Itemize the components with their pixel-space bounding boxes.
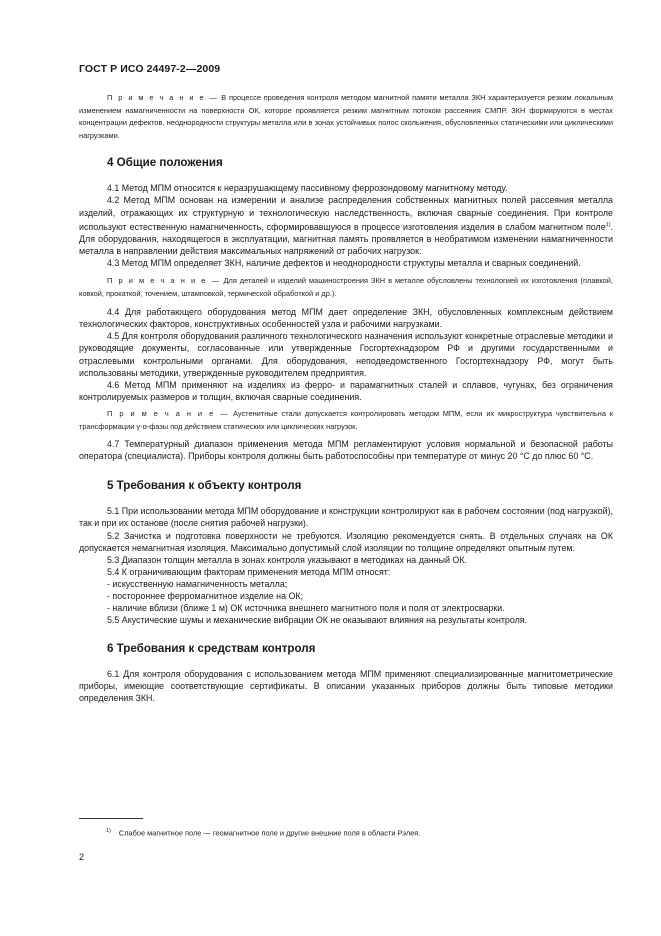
list-item: - искусственную намагниченность металла; <box>107 578 288 589</box>
page-number: 2 <box>79 852 85 862</box>
list-item: - постороннее ферромагнитное изделие на ОК; <box>107 590 304 601</box>
paragraph-5-4: 5.4 К ограничивающим факторам применения метода МПМ относят: <box>107 566 391 577</box>
paragraph-4-1: 4.1 Метод МПМ относится к неразрушающему пассивному феррозондовому магнитному методу. <box>107 183 508 194</box>
paragraph-4-6: 4.6 Метод МПМ применяют на изделиях из ферро- и парамагнитных сталей и сплавов, чугунах, без ограничения контролируемых размеров и толщин, включая сварные соединения. <box>79 379 613 402</box>
note-label: П р и м е ч а н и е — <box>107 93 219 102</box>
section-6-heading: 6 Требования к средствам контроля <box>107 642 316 656</box>
footnote-text: Слабое магнитное поле — геомагнитное поле и другие внешние поля в области Рэлея. <box>118 828 421 838</box>
paragraph-4-2-part-a: 4.2 Метод МПМ основан на измерении и анализе распределения собственных магнитных полей рассеяния металла изделий, отражающих их структурную и технологическую наследственность, включая сварные соединения. При контроле используют естественную намагниченность, сформировавшуюся в процессе изготовления изделия в слабом магнитном поле <box>79 195 613 232</box>
note-text: Аустенитные стали допускается контролировать методом МПМ, если их микроструктура чувствительна к трансформации γ-α-фазы под действием статических или циклических нагрузок. <box>79 408 613 431</box>
note-4-6 <box>79 408 613 433</box>
page-content <box>79 92 613 705</box>
paragraph-4-5: 4.5 Для контроля оборудования различного технологического назначения используют конкретные отраслевые методики и руководящие документы, согласованные или утвержденные Госгортехнадзором РФ и другими государственными и отраслевыми контрольными органами. Для оборудования, неподведомственного Госгортехнадзору РФ, могут быть использованы методики, утвержденные руководителем предприятия. <box>79 331 613 378</box>
footnote-mark: 1) <box>106 828 111 834</box>
note-text: В процессе проведения контроля методом магнитной памяти металла ЗКН характеризуется резким локальным изменением намагниченности на поверхности ОК, которое проявляется резким магнитным потоком рассеяния СМПР. ЗКН формируются в местах концентрации дефектов, неоднородности структуры металла или в зонах устойчивых полос скольжения, обусловленных статическими или циклическими нагрузками. <box>79 93 613 140</box>
paragraph-5-2: 5.2 Зачистка и подготовка поверхности не требуются. Изоляцию рекомендуется снять. В отдельных случаях на ОК допускается немагнитная изоляция. Максимально допустимый слой изоляции по толщине определяют опытным путем. <box>79 530 613 553</box>
paragraph-4-3: 4.3 Метод МПМ определяет ЗКН, наличие дефектов и неоднородности структуры металла и сварных соединений. <box>107 257 581 268</box>
paragraph-5-5: 5.5 Акустические шумы и механические вибрации ОК не оказывают влияния на результаты контроля. <box>107 615 528 626</box>
note-4-3 <box>79 275 613 300</box>
footnote-divider <box>79 818 143 819</box>
note-label: П р и м е ч а н и е — <box>107 408 230 418</box>
paragraph-5-3: 5.3 Диапазон толщин металла в зонах контроля указывают в методиках на данный ОК. <box>107 554 467 565</box>
section-5-heading: 5 Требования к объекту контроля <box>107 479 302 493</box>
paragraph-4-2 <box>79 194 613 256</box>
paragraph-4-2-part-b: . Для оборудования, находящегося в эксплуатации, магнитная память проявляется в необратимом изменении намагниченности металла в направлении действия максимальных напряжений от рабочих нагрузок. <box>79 221 613 256</box>
paragraph-5-1: 5.1 При использовании метода МПМ оборудование и конструкции контролируют как в рабочем состоянии (под нагрузкой), так и при их останове (после снятия рабочей нагрузки). <box>79 506 613 529</box>
footnote <box>106 828 420 837</box>
note-text: Для деталей и изделий машиностроения ЗКН в металле обусловлены технологией их изготовления (плавкой, ковкой, прокаткой, точением, штамповкой, термической обработкой и др.). <box>79 276 613 298</box>
footnote-reference[interactable]: 1) <box>605 221 611 228</box>
paragraph-4-7: 4.7 Температурный диапазон применения метода МПМ регламентируют условия нормальной и безопасной работы оператора (специалиста). Приборы контроля должны быть работоспособны при температуре от минус 20 °С до плюс 60 °С. <box>79 439 613 462</box>
list-item: - наличие вблизи (ближе 1 м) ОК источника внешнего магнитного поля и поля от электросварки. <box>107 603 505 614</box>
intro-note <box>79 92 613 142</box>
section-4-heading: 4 Общие положения <box>107 156 223 170</box>
document-header: ГОСТ Р ИСО 24497-2—2009 <box>79 63 221 75</box>
paragraph-4-4: 4.4 Для работающего оборудования метод МПМ дает определение ЗКН, обусловленных комплексным действием технологических факторов, конструктивных особенностей узла и рабочими нагрузками. <box>79 307 613 330</box>
note-label: П р и м е ч а н и е — <box>107 276 221 285</box>
paragraph-6-1: 6.1 Для контроля оборудования с использованием метода МПМ применяют специализированные магнитометрические приборы, имеющие соответствующие сертификаты. В описании указанных приборов должны быть типовые методики определения ЗКН. <box>79 669 613 704</box>
